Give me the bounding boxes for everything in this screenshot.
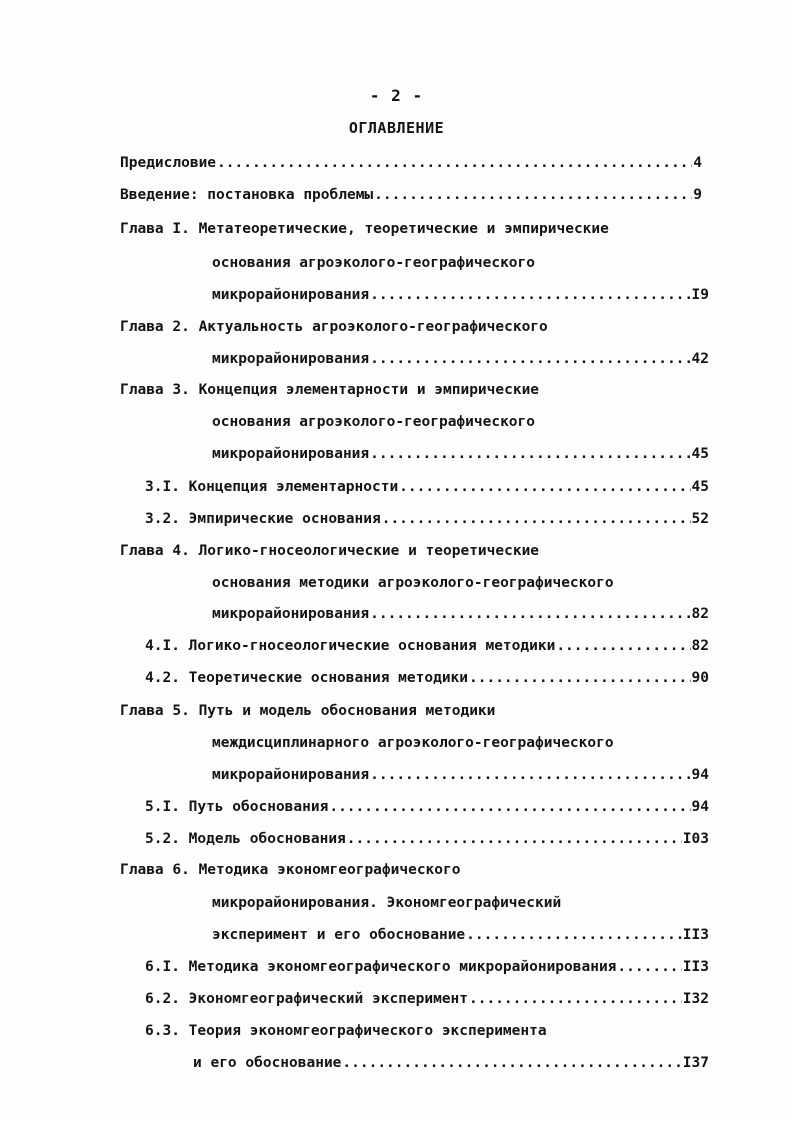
toc-entry-section-6-1 bbox=[145, 955, 709, 979]
entry-page: I9 bbox=[691, 287, 709, 303]
entry-title-line: микрорайонирования bbox=[212, 287, 370, 303]
entry-page: 9 bbox=[693, 187, 702, 203]
entry-title-line: Модель обоснования bbox=[188, 831, 346, 847]
toc-entry-section-5-2 bbox=[145, 827, 709, 851]
page-number: - 2 - bbox=[369, 86, 424, 105]
entry-prefix: 6.2. bbox=[145, 991, 180, 1007]
entry-title bbox=[145, 634, 555, 658]
entry-title bbox=[145, 795, 328, 819]
toc-entry-section-6-3 bbox=[145, 1019, 547, 1043]
entry-title bbox=[145, 507, 381, 531]
entry-prefix: 6.I. bbox=[145, 959, 180, 975]
toc-entry-chapter-5-last bbox=[212, 763, 709, 787]
entry-page: II3 bbox=[682, 927, 709, 943]
entry-prefix: 5.2. bbox=[145, 831, 180, 847]
toc-entry-chapter-2 bbox=[120, 315, 548, 339]
entry-title-line: микрорайонирования bbox=[212, 351, 370, 367]
leader-dots bbox=[399, 475, 690, 499]
toc-entry-section-3-2 bbox=[145, 507, 709, 531]
entry-page: 82 bbox=[691, 606, 709, 622]
entry-title-line: Актуальность агроэколого-географического bbox=[198, 319, 548, 335]
leader-dots bbox=[347, 827, 682, 851]
entry-title-line: основания агроэколого-географического bbox=[212, 414, 536, 430]
leader-dots bbox=[382, 507, 691, 531]
entry-title-line: Эмпирические основания bbox=[188, 511, 381, 527]
entry-prefix: Глава I. bbox=[120, 221, 190, 237]
entry-title-line: Путь обоснования bbox=[188, 799, 329, 815]
toc-entry-chapter-4 bbox=[120, 539, 539, 563]
leader-dots bbox=[370, 763, 690, 787]
leader-dots bbox=[370, 283, 690, 307]
leader-dots bbox=[469, 987, 682, 1011]
entry-page: 42 bbox=[691, 351, 709, 367]
leader-dots bbox=[556, 634, 690, 658]
entry-page: 94 bbox=[691, 767, 709, 783]
toc-entry-chapter-1-last bbox=[212, 283, 709, 307]
leader-dots bbox=[370, 347, 690, 371]
entry-page: I37 bbox=[682, 1055, 709, 1071]
entry-title-line: микрорайонирования bbox=[212, 606, 370, 622]
entry-title-line: Концепция элементарности и эмпирические bbox=[198, 382, 540, 398]
entry-title bbox=[145, 666, 468, 690]
entry-page: 82 bbox=[691, 638, 709, 654]
toc-entry-chapter-6 bbox=[120, 858, 460, 882]
entry-prefix: Глава 3. bbox=[120, 382, 190, 398]
entry-page: 52 bbox=[691, 511, 709, 527]
toc-entry-chapter-5 bbox=[120, 699, 495, 723]
toc-entry-chapter-4-last bbox=[212, 602, 709, 626]
entry-page: I32 bbox=[682, 991, 709, 1007]
leader-dots bbox=[374, 183, 692, 207]
entry-title-line: Методика экономгеографического микрорайонирования bbox=[188, 959, 617, 975]
entry-page: 45 bbox=[691, 446, 709, 462]
toc-entry-section-4-2 bbox=[145, 666, 709, 690]
entry-prefix: Глава 4. bbox=[120, 543, 190, 559]
entry-prefix: Глава 5. bbox=[120, 703, 190, 719]
entry-prefix: 3.2. bbox=[145, 511, 180, 527]
entry-prefix: 6.3. bbox=[145, 1023, 180, 1039]
entry-prefix: 3.I. bbox=[145, 479, 180, 495]
entry-page: I03 bbox=[682, 831, 709, 847]
leader-dots bbox=[329, 795, 690, 819]
leader-dots bbox=[370, 602, 690, 626]
leader-dots bbox=[370, 442, 690, 466]
entry-title bbox=[145, 955, 616, 979]
entry-title bbox=[145, 987, 468, 1011]
entry-title: Введение: постановка проблемы bbox=[120, 187, 374, 203]
entry-title-line: основания агроэколого-географического bbox=[212, 255, 536, 271]
entry-title-line: Методика экономгеографического bbox=[198, 862, 461, 878]
entry-title: Предисловие bbox=[120, 155, 217, 171]
entry-title-line: микрорайонирования bbox=[212, 446, 370, 462]
entry-title-line: Логико-гносеологические основания методики bbox=[188, 638, 556, 654]
toc-entry-chapter-6-last bbox=[212, 923, 709, 947]
toc-entry-chapter-2-last bbox=[212, 347, 709, 371]
toc-entry-introduction bbox=[120, 183, 702, 207]
entry-title-line: эксперимент и его обоснование bbox=[212, 927, 466, 943]
entry-title-line: и его обоснование bbox=[193, 1055, 342, 1071]
entry-page: II3 bbox=[682, 959, 709, 975]
entry-title-line: междисциплинарного агроэколого-географического bbox=[212, 735, 614, 751]
toc-entry-section-4-1 bbox=[145, 634, 709, 658]
toc-entry-chapter-1 bbox=[120, 217, 609, 241]
entry-title-line: Теоретические основания методики bbox=[188, 670, 469, 686]
toc-entry-section-5-1 bbox=[145, 795, 709, 819]
entry-prefix: 4.I. bbox=[145, 638, 180, 654]
entry-page: 45 bbox=[691, 479, 709, 495]
entry-page: 94 bbox=[691, 799, 709, 815]
leader-dots bbox=[617, 955, 681, 979]
toc-title: ОГЛАВЛЕНИЕ bbox=[348, 119, 445, 137]
entry-prefix: 4.2. bbox=[145, 670, 180, 686]
entry-title bbox=[145, 475, 398, 499]
entry-title-line: Экономгеографический эксперимент bbox=[188, 991, 469, 1007]
toc-entry-preface bbox=[120, 151, 702, 175]
entry-title-line: Логико-гносеологические и теоретические bbox=[198, 543, 540, 559]
entry-prefix: Глава 2. bbox=[120, 319, 190, 335]
toc-entry-section-6-2 bbox=[145, 987, 709, 1011]
leader-dots bbox=[469, 666, 691, 690]
entry-title-line: Концепция элементарности bbox=[188, 479, 399, 495]
toc-entry-chapter-3 bbox=[120, 378, 539, 402]
leader-dots bbox=[342, 1051, 681, 1075]
entry-title bbox=[145, 827, 346, 851]
leader-dots bbox=[217, 151, 692, 175]
entry-prefix: Глава 6. bbox=[120, 862, 190, 878]
entry-page: 90 bbox=[691, 670, 709, 686]
toc-entry-section-6-3-last bbox=[193, 1051, 709, 1075]
entry-title-line: Теория экономгеографического эксперимента bbox=[188, 1023, 547, 1039]
entry-title-line: микрорайонирования. Экономгеографический bbox=[212, 895, 562, 911]
entry-title-line: Метатеоретические, теоретические и эмпирические bbox=[198, 221, 609, 237]
leader-dots bbox=[466, 923, 682, 947]
entry-prefix: 5.I. bbox=[145, 799, 180, 815]
entry-title-line: микрорайонирования bbox=[212, 767, 370, 783]
toc-entry-chapter-3-last bbox=[212, 442, 709, 466]
entry-title-line: основания методики агроэколого-географического bbox=[212, 575, 614, 591]
entry-page: 4 bbox=[693, 155, 702, 171]
entry-title-line: Путь и модель обоснования методики bbox=[198, 703, 496, 719]
toc-entry-section-3-1 bbox=[145, 475, 709, 499]
